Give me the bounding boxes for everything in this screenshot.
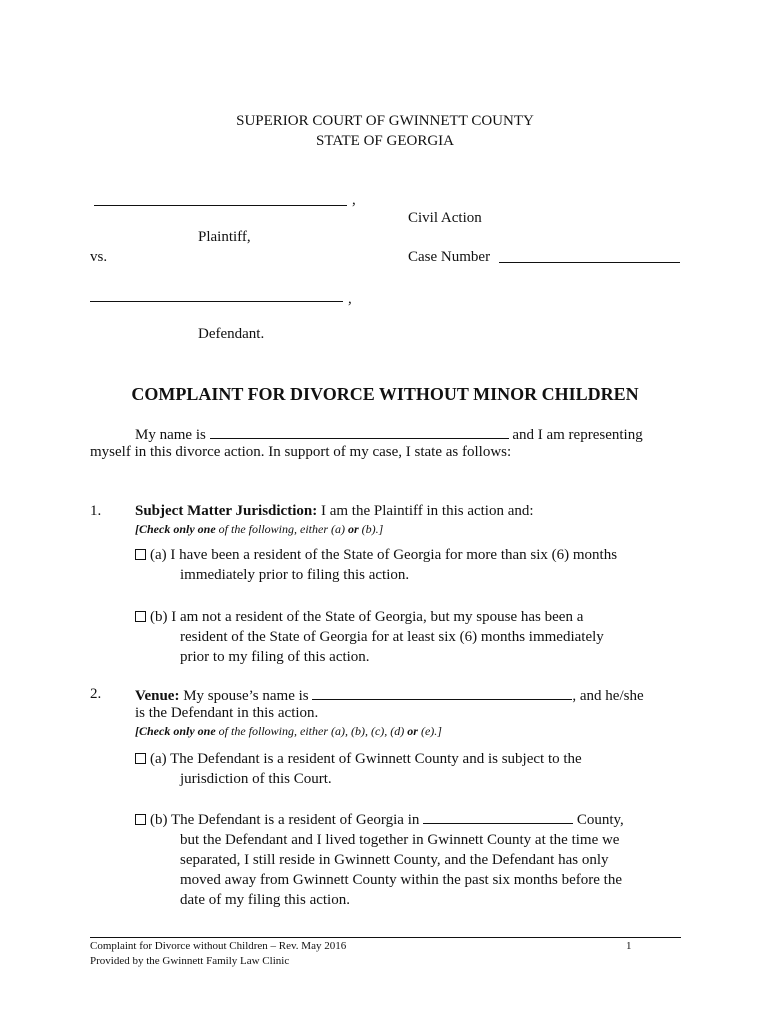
spouse-name-field[interactable] bbox=[312, 686, 572, 700]
intro-line-2: myself in this divorce action. In support of my case, I state as follows: bbox=[90, 444, 512, 460]
section-2-text-b: , and he/she bbox=[572, 688, 644, 704]
footer-line-2: Provided by the Gwinnett Family Law Clinic bbox=[90, 955, 290, 967]
section-2-heading-line bbox=[135, 686, 644, 705]
document-title: COMPLAINT FOR DIVORCE WITHOUT MINOR CHILDREN bbox=[131, 384, 639, 404]
case-number-label: Case Number bbox=[408, 249, 491, 265]
intro-prefix: My name is bbox=[135, 427, 206, 443]
option-2a-checkbox[interactable] bbox=[135, 753, 146, 764]
option-2b-text-5: date of my filing this action. bbox=[180, 892, 350, 908]
section-1-text: I am the Plaintiff in this action and: bbox=[317, 503, 534, 519]
option-2a-text: (a) The Defendant is a resident of Gwinnett County and is subject to the bbox=[150, 751, 582, 767]
plaintiff-comma: , bbox=[352, 192, 356, 208]
county-field[interactable] bbox=[423, 810, 573, 824]
option-2b-text-2: but the Defendant and I lived together in Gwinnett County at the time we bbox=[180, 832, 620, 848]
option-1a-text-2: immediately prior to filing this action. bbox=[180, 567, 410, 583]
section-1-option-a bbox=[135, 545, 617, 585]
footer-divider bbox=[90, 937, 681, 938]
option-2b-checkbox[interactable] bbox=[135, 814, 146, 825]
instr2-end: (e).] bbox=[417, 724, 442, 738]
instr2-or: or bbox=[407, 724, 418, 738]
section-2-text-a: My spouse’s name is bbox=[179, 688, 309, 704]
intro-suffix: and I am representing bbox=[512, 427, 643, 443]
option-1b-checkbox[interactable] bbox=[135, 611, 146, 622]
section-1-number: 1. bbox=[90, 503, 102, 519]
civil-action-label: Civil Action bbox=[408, 210, 482, 226]
option-2a-text-2: jurisdiction of this Court. bbox=[180, 771, 332, 787]
instr-following: of the following, either (a) bbox=[215, 522, 348, 536]
instr-check-only-one: [Check only one bbox=[135, 522, 216, 536]
defendant-label: Defendant. bbox=[198, 326, 265, 342]
section-1-option-b bbox=[135, 607, 604, 667]
section-2-option-a bbox=[135, 749, 582, 789]
option-2b-text-3: separated, I still reside in Gwinnett County, and the Defendant has only bbox=[180, 852, 609, 868]
section-1-heading-line bbox=[135, 503, 534, 520]
section-2-instruction bbox=[135, 724, 442, 739]
instr-end: (b).] bbox=[358, 522, 384, 536]
state-name: STATE OF GEORGIA bbox=[316, 133, 454, 149]
option-1b-text-3: prior to my filing of this action. bbox=[180, 649, 370, 665]
defendant-comma: , bbox=[348, 291, 352, 307]
plaintiff-name-field[interactable] bbox=[94, 192, 347, 206]
section-2-line-2: is the Defendant in this action. bbox=[135, 705, 319, 721]
defendant-name-field[interactable] bbox=[90, 288, 343, 302]
intro-line-1 bbox=[135, 425, 643, 444]
section-1-instruction bbox=[135, 522, 383, 537]
option-1b-text: (b) I am not a resident of the State of Georgia, but my spouse has been a bbox=[150, 609, 584, 625]
plaintiff-label: Plaintiff, bbox=[198, 229, 251, 245]
section-2-heading: Venue: bbox=[135, 688, 180, 704]
section-1-heading: Subject Matter Jurisdiction: bbox=[135, 503, 318, 519]
option-1a-text: (a) I have been a resident of the State of Georgia for more than six (6) months bbox=[150, 547, 618, 563]
section-2-option-b bbox=[135, 810, 624, 910]
option-1a-checkbox[interactable] bbox=[135, 549, 146, 560]
section-2-number: 2. bbox=[90, 686, 102, 702]
instr-or: or bbox=[348, 522, 359, 536]
case-number-field[interactable] bbox=[499, 249, 680, 263]
instr2-check-only-one: [Check only one bbox=[135, 724, 216, 738]
my-name-field[interactable] bbox=[210, 425, 509, 439]
court-name: SUPERIOR COURT OF GWINNETT COUNTY bbox=[236, 113, 534, 129]
page-number: 1 bbox=[626, 940, 632, 952]
option-2b-text: (b) The Defendant is a resident of Georgia in bbox=[150, 812, 420, 828]
option-2b-text-4: moved away from Gwinnett County within the past six months before the bbox=[180, 872, 623, 888]
vs-label: vs. bbox=[90, 249, 108, 265]
option-1b-text-2: resident of the State of Georgia for at least six (6) months immediately bbox=[180, 629, 604, 645]
footer-line-1: Complaint for Divorce without Children – Rev. May 2016 bbox=[90, 940, 347, 952]
instr2-following: of the following, either (a), (b), (c), (d) bbox=[215, 724, 408, 738]
option-2b-county: County, bbox=[576, 812, 624, 828]
